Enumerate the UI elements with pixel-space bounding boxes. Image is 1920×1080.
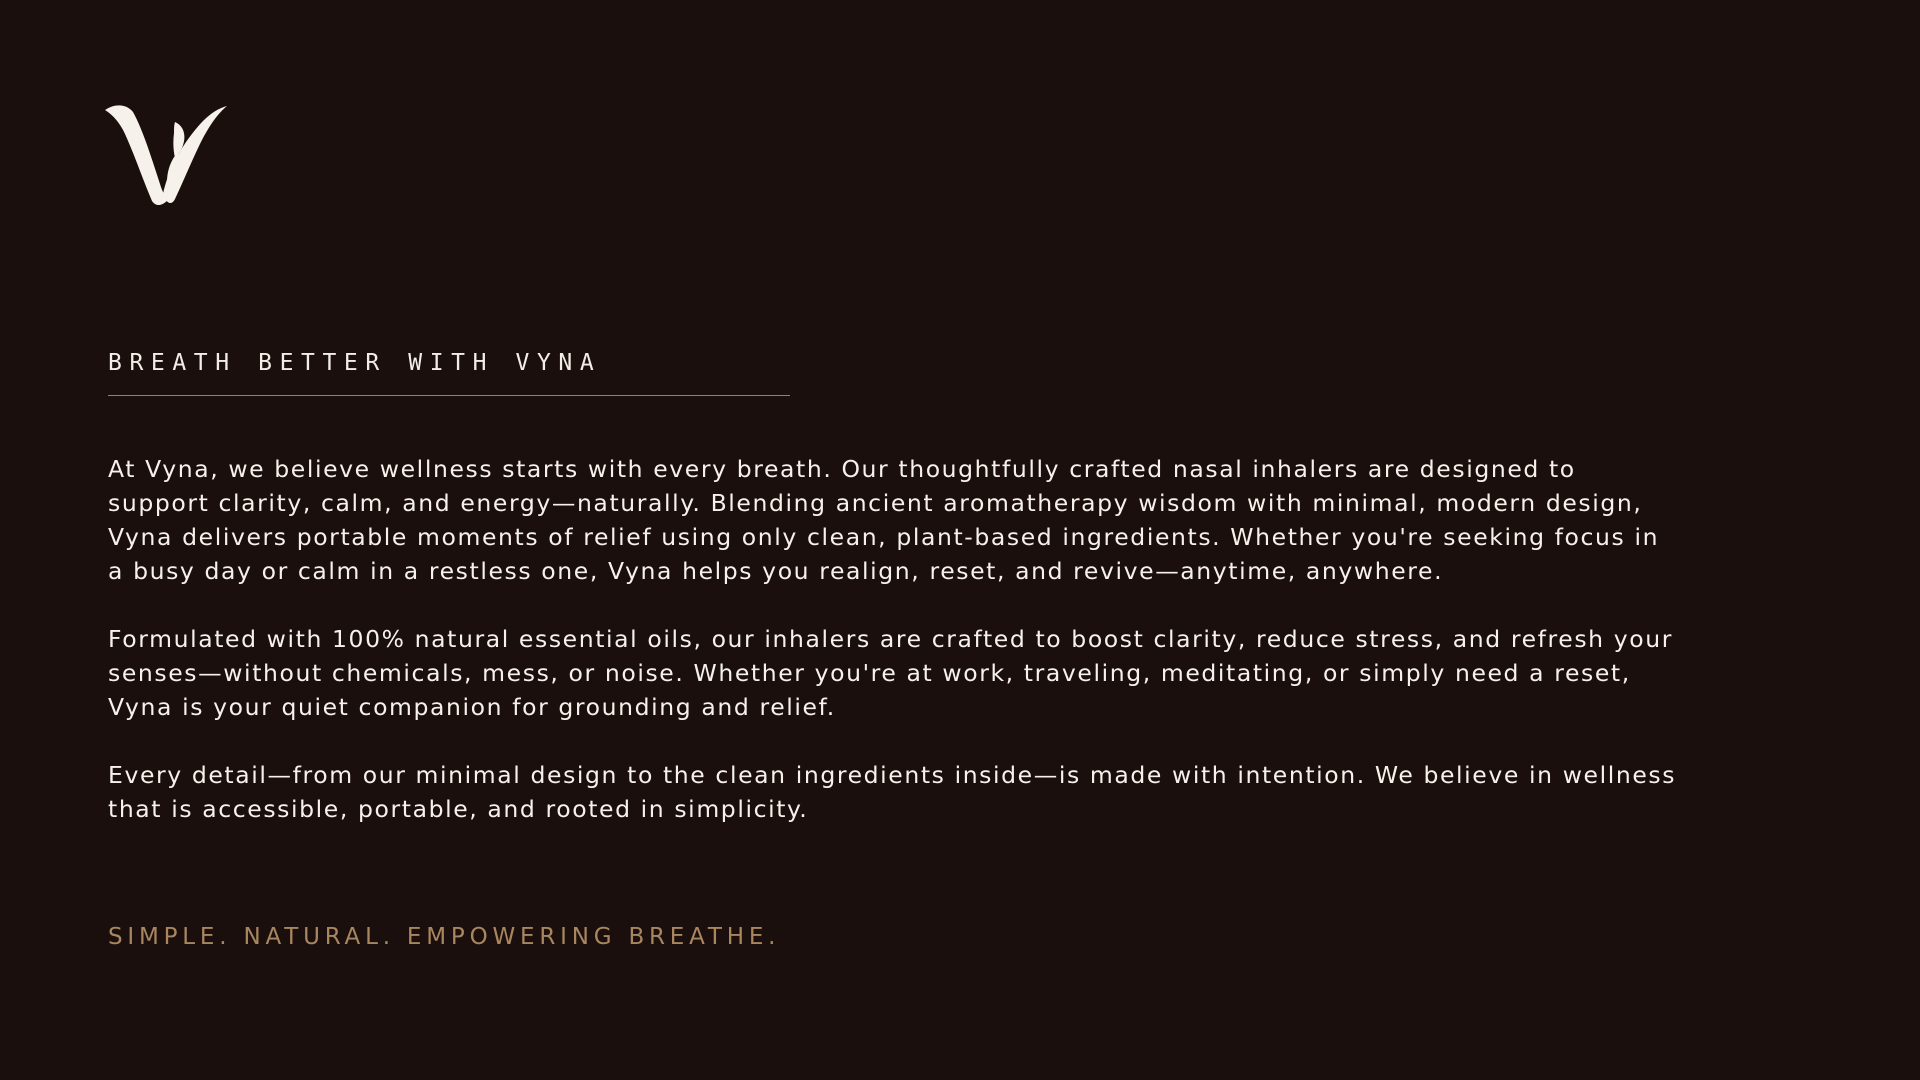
paragraph-intro [108,452,1888,588]
paragraph-intention [108,758,1888,826]
paragraph-line: support clarity, calm, and energy—naturally. Blending ancient aromatherapy wisdom with minimal, modern design, [108,489,1643,517]
paragraph-line: Every detail—from our minimal design to the clean ingredients inside—is made with intention. We believe in wellness [108,761,1677,789]
paragraph-line: Formulated with 100% natural essential oils, our inhalers are crafted to boost clarity, reduce stress, and refresh your [108,625,1673,653]
paragraph-line: At Vyna, we believe wellness starts with every breath. Our thoughtfully crafted nasal inhalers are designed to [108,455,1576,483]
vyna-logo-icon [105,98,230,213]
section-heading: BREATH BETTER WITH VYNA [108,350,602,376]
paragraph-line: senses—without chemicals, mess, or noise. Whether you're at work, traveling, meditating, or simply need a reset, [108,659,1631,687]
body-copy [108,452,1888,826]
paragraph-line: a busy day or calm in a restless one, Vyna helps you realign, reset, and revive—anytime, anywhere. [108,557,1444,585]
brand-tagline: SIMPLE. NATURAL. EMPOWERING BREATHE. [108,924,781,950]
paragraph-line: Vyna is your quiet companion for grounding and relief. [108,693,836,721]
heading-divider [108,395,790,396]
paragraph-line: that is accessible, portable, and rooted in simplicity. [108,795,809,823]
paragraph-line: Vyna delivers portable moments of relief using only clean, plant-based ingredients. Whether you're seeking focus in [108,523,1660,551]
paragraph-ingredients [108,622,1888,724]
